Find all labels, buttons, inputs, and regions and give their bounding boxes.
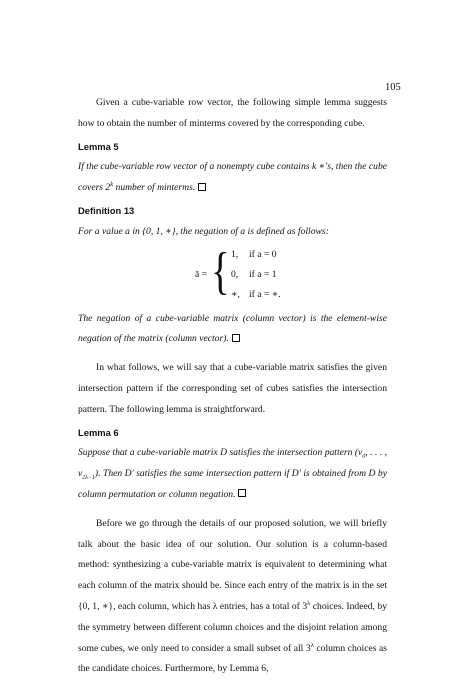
lemma-6-mid: , . . . , v xyxy=(78,447,387,480)
lemma-5-text-b: number of minterms. xyxy=(113,182,196,194)
case-condition: if a = 0 xyxy=(249,248,277,260)
lemma-5-statement xyxy=(78,157,387,199)
page-content xyxy=(78,93,387,680)
qed-box-icon xyxy=(198,183,206,191)
case-condition: if a = 1 xyxy=(249,268,277,280)
lemma-6-text-b: ). Then D′ satisfies the same intersection pattern if D′ is obtained from D by column permutation or column negation. xyxy=(78,468,387,500)
definition-13-heading: Definition 13 xyxy=(78,204,135,216)
solution-text-c: column choices as the candidate choices. Furthermore, by Lemma 6, xyxy=(78,642,387,675)
solution-idea-paragraph xyxy=(78,514,387,680)
case-condition: if a = ∗. xyxy=(249,288,281,300)
qed-box-icon xyxy=(232,334,240,342)
paragraph-spacer xyxy=(78,350,387,358)
solution-text-a: Before we go through the details of our proposed solution, we will briefly talk about the basic idea of our solution. Our solution is a column-based method: synthesizing a cube-variable matrix is equivalent to determining what each column of the matrix should be. Since each entry of the matrix is in the set {0, 1, ∗}, each column, which has λ entries, has a total of 3 xyxy=(78,517,387,612)
case-value: 0, xyxy=(231,268,239,280)
case-row xyxy=(231,245,277,266)
lemma-5-text-a: If the cube-variable row vector of a nonempty cube contains k ∗'s, then the cube covers 2 xyxy=(78,161,387,194)
equation-lhs: ā = xyxy=(195,268,208,280)
page-number: 105 xyxy=(385,82,401,93)
negation-cases-equation xyxy=(78,242,387,307)
left-brace-icon: { xyxy=(211,242,230,300)
lemma-6-sub-0: 0 xyxy=(362,454,366,461)
lemma-6-sub-1: 2λ−1 xyxy=(82,475,95,482)
paragraph-spacer xyxy=(78,506,387,514)
case-row xyxy=(231,265,277,286)
lemma-5-exponent: k xyxy=(110,181,114,188)
case-value: ∗, xyxy=(231,288,240,300)
solution-exponent-2: λ xyxy=(310,641,314,649)
definition-13-matrix-negation xyxy=(78,309,387,351)
solution-exponent-1: λ xyxy=(307,599,311,607)
lemma-5-heading: Lemma 5 xyxy=(78,140,119,152)
follows-paragraph: In what follows, we will say that a cube-variable matrix satisfies the given intersection pattern if the corresponding set of cubes satisfies the intersection pattern. The following lemma is straightforward. xyxy=(78,362,387,415)
lemma-6-text-a: Suppose that a cube-variable matrix D satisfies the intersection pattern (v xyxy=(78,447,363,459)
intro-paragraph: Given a cube-variable row vector, the following simple lemma suggests how to obtain the number of minterms covered by the corresponding cube. xyxy=(78,97,387,129)
case-value: 1, xyxy=(231,248,239,260)
definition-13-after-text: The negation of a cube-variable matrix (column vector) is the element-wise negation of the matrix (column vector). xyxy=(78,312,387,345)
case-row xyxy=(231,285,281,306)
lemma-6-heading: Lemma 6 xyxy=(78,426,119,438)
qed-box-icon xyxy=(238,489,246,497)
solution-text-b: choices. Indeed, by the symmetry between different column choices and the disjoint relation among some cubes, we only need to consider a small subset of all 3 xyxy=(78,600,387,654)
lemma-6-statement xyxy=(78,443,387,505)
definition-13-intro: For a value a in {0, 1, ∗}, the negation of a is defined as follows: xyxy=(78,225,329,237)
